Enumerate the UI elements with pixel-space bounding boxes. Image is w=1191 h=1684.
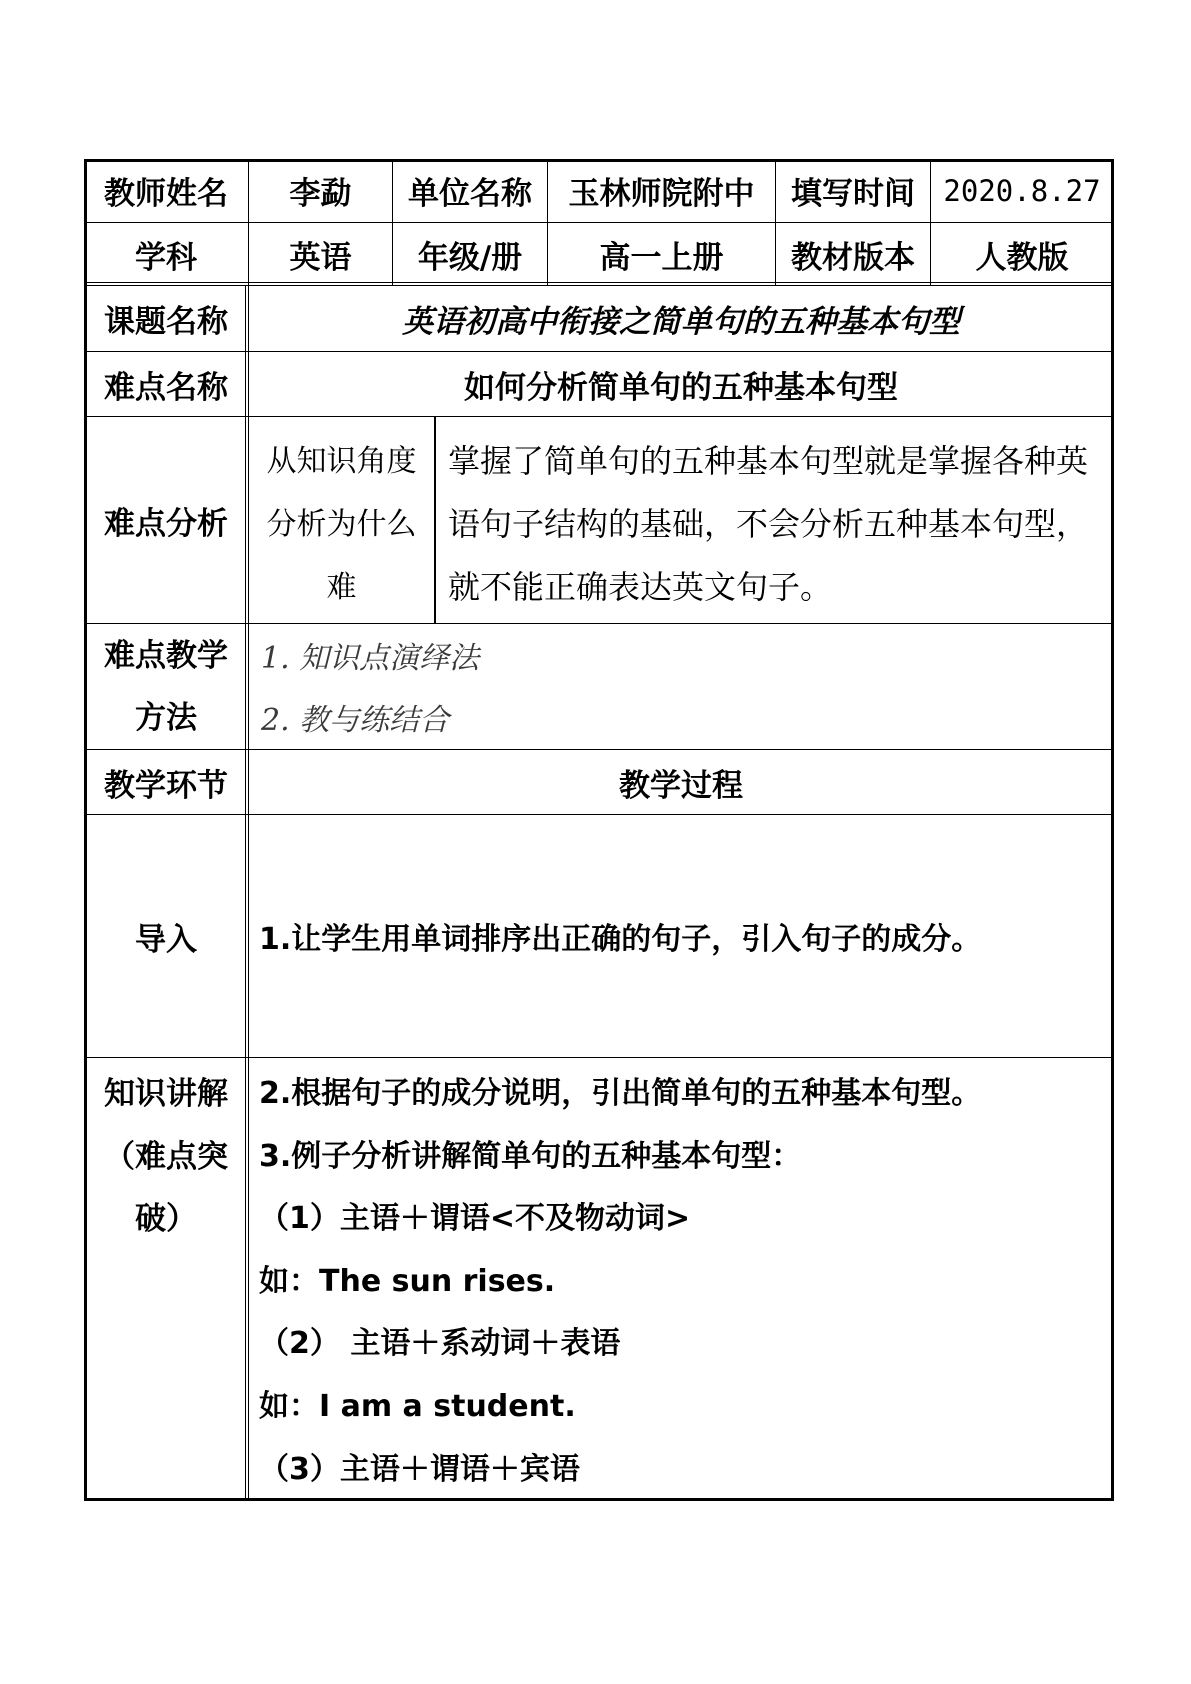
content-line: （3）主语＋谓语＋宾语 (259, 1451, 580, 1487)
analysis-label: 难点分析 (84, 417, 249, 624)
methods-label: 难点教学方法 (84, 624, 249, 750)
topic-label: 课题名称 (84, 286, 249, 352)
subject-label: 学科 (84, 223, 249, 286)
method-item: 1. 知识点演绎法 (261, 641, 480, 676)
analysis-text: 掌握了简单句的五种基本句型就是掌握各种英语句子结构的基础，不会分析五种基本句型，就不能正确表达英文句子。 (436, 417, 1114, 624)
edition-value: 人教版 (931, 223, 1114, 286)
label-column-rule (245, 286, 246, 1501)
difficulty-value: 如何分析简单句的五种基本句型 (249, 352, 1114, 417)
content-line: 如：I am a student. (259, 1388, 576, 1424)
edition-label: 教材版本 (776, 223, 931, 286)
stage-knowledge-content (249, 1058, 1114, 1501)
method-item: 2. 教与练结合 (261, 703, 450, 738)
content-line: 2.根据句子的成分说明，引出简单句的五种基本句型。 (259, 1076, 982, 1111)
stage-intro-name: 导入 (84, 815, 249, 1058)
process-header-label: 教学过程 (249, 750, 1114, 815)
fill-date-value: 2020.8.27 (931, 159, 1114, 223)
teacher-name-value: 李勐 (249, 159, 393, 223)
teacher-name-label: 教师姓名 (84, 159, 249, 223)
topic-value: 英语初高中衔接之简单句的五种基本句型 (249, 286, 1114, 352)
grade-value: 高一上册 (548, 223, 776, 286)
stage-header-label: 教学环节 (84, 750, 249, 815)
analysis-sub-label: 从知识角度分析为什么难 (249, 417, 436, 624)
difficulty-label: 难点名称 (84, 352, 249, 417)
unit-name-label: 单位名称 (393, 159, 548, 223)
content-line: （2） 主语＋系动词＋表语 (259, 1326, 621, 1362)
methods-list (249, 624, 1114, 750)
grade-label: 年级/册 (393, 223, 548, 286)
stage-knowledge-name: 知识讲解（难点突破） (84, 1058, 249, 1501)
content-line: 3.例子分析讲解简单句的五种基本句型： (259, 1138, 802, 1174)
content-line: 如：The sun rises. (259, 1263, 556, 1299)
double-rule-line (84, 282, 1114, 283)
subject-value: 英语 (249, 223, 393, 286)
content-line: （1）主语＋谓语<不及物动词> (259, 1201, 691, 1237)
unit-name-value: 玉林师院附中 (548, 159, 776, 223)
stage-intro-content: 1.让学生用单词排序出正确的句子，引入句子的成分。 (249, 815, 1114, 1058)
fill-date-label: 填写时间 (776, 159, 931, 223)
